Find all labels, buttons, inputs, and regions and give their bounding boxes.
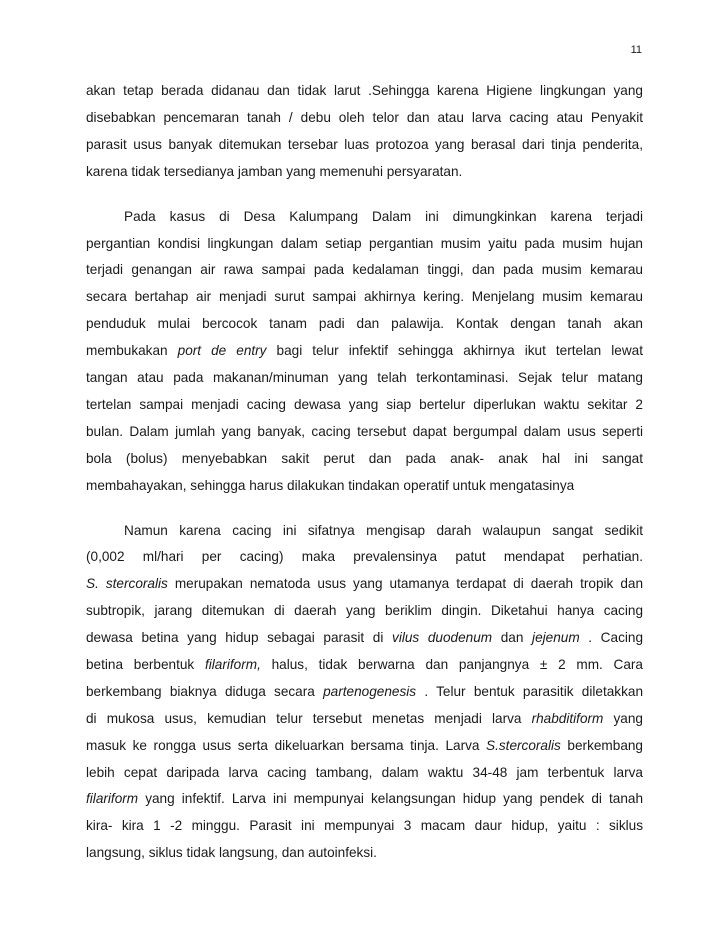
text-run: halus, tidak berwarna dan panjangnya ± 2 mm. Cara [260, 657, 643, 672]
italic-term: S.stercoralis [486, 737, 561, 753]
text-run: kira- kira 1 -2 minggu. Parasit ini mempunyai 3 macam daur hidup, yaitu : siklus [86, 818, 643, 834]
text-line [86, 311, 643, 338]
text-line [86, 338, 643, 365]
text-run: (0,002 ml/hari per cacing) maka prevalensinya patut mendapat perhatian. [86, 549, 643, 565]
paragraph [86, 518, 643, 868]
text-run: merupakan nematoda usus yang utamanya terdapat di daerah tropik dan [167, 576, 644, 592]
text-line [86, 446, 643, 473]
text-run: berkembang biaknya diduga secara [86, 683, 324, 699]
text-run: membahayakan, sehingga harus dilakukan tindakan operatif untuk mengatasinya [86, 477, 575, 493]
text-run: pergantian kondisi lingkungan dalam setiap pergantian musim yaitu pada musim hujan [86, 235, 643, 251]
italic-term: partenogenesis [323, 683, 417, 699]
text-line [86, 813, 643, 840]
text-run: yang [603, 710, 643, 726]
text-line [86, 257, 643, 284]
text-run: . Cacing [579, 630, 644, 646]
text-line [86, 204, 643, 231]
text-run: dewasa betina yang hidup sebagai parasit di [86, 630, 393, 646]
text-run: tertelan sampai menjadi cacing dewasa yang siap bertelur diperlukan waktu sekitar 2 [86, 396, 643, 412]
text-run: lebih cepat daripada larva cacing tambang, dalam waktu 34-48 jam terbentuk larva [86, 764, 643, 780]
text-run: Pada kasus di Desa Kalumpang Dalam ini dimungkinkan karena terjadi [124, 208, 643, 224]
text-line [86, 625, 643, 652]
text-line [86, 652, 643, 679]
text-run: penduduk mulai bercocok tanam padi dan palawija. Kontak dengan tanah akan [86, 316, 643, 332]
text-run: yang infektif. Larva ini mempunyai kelangsungan hidup yang pendek di tanah [138, 791, 643, 807]
italic-term: rhabditiform [531, 710, 604, 726]
text-line [86, 840, 643, 867]
text-line [86, 473, 643, 500]
italic-term: port de entry [177, 343, 267, 359]
text-run: bola (bolus) menyebabkan sakit perut dan pada anak- anak hal ini sangat [86, 450, 643, 466]
text-line [86, 733, 643, 760]
text-run: tangan atau pada makanan/minuman yang telah terkontaminasi. Sejak telur matang [86, 370, 643, 385]
italic-term: filariform [86, 791, 139, 807]
text-line [86, 571, 643, 598]
text-line [86, 544, 643, 571]
text-run: parasit usus banyak ditemukan tersebar luas protozoa yang berasal dari tinja penderita, [86, 136, 643, 152]
text-line [86, 679, 643, 706]
text-line [86, 392, 643, 419]
text-run: berkembang [560, 737, 643, 753]
text-run: bulan. Dalam jumlah yang banyak, cacing tersebut dapat bergumpal dalam usus seperti [86, 423, 643, 439]
italic-term: S. stercoralis [86, 576, 168, 592]
text-line [86, 231, 643, 258]
text-run: membukakan [86, 343, 178, 359]
text-run: secara bertahap air menjadi surut sampai akhirnya kering. Menjelang musim kemarau [86, 289, 643, 305]
page-number: 11 [630, 44, 642, 56]
text-line [86, 159, 643, 186]
body-text [86, 78, 643, 867]
text-line [86, 598, 643, 625]
text-line [86, 284, 643, 311]
text-run: bagi telur infektif sehingga akhirnya ikut tertelan lewat [266, 343, 643, 359]
text-run: karena tidak tersedianya jamban yang memenuhi persyaratan. [86, 163, 463, 179]
text-line [86, 786, 643, 813]
text-line [86, 78, 643, 105]
text-line [86, 132, 643, 159]
text-line [86, 365, 643, 392]
text-run: dan [492, 630, 533, 646]
text-run: Namun karena cacing ini sifatnya mengisap darah walaupun sangat sedikit [124, 522, 643, 538]
text-run: disebabkan pencemaran tanah / debu oleh telor dan atau larva cacing atau Penyakit [86, 109, 643, 125]
text-run: . Telur bentuk parasitik diletakkan [416, 683, 643, 699]
italic-term: filariform, [204, 657, 261, 672]
text-run: di mukosa usus, kemudian telur tersebut menetas menjadi larva [86, 710, 532, 726]
text-run: masuk ke rongga usus serta dikeluarkan bersama tinja. Larva [86, 737, 487, 753]
text-line [86, 760, 643, 787]
text-run: langsung, siklus tidak langsung, dan autoinfeksi. [86, 845, 377, 861]
text-run: terjadi genangan air rawa sampai pada kedalaman tinggi, dan pada musim kemarau [86, 262, 643, 278]
text-run: subtropik, jarang ditemukan di daerah yang beriklim dingin. Diketahui hanya cacing [86, 603, 643, 619]
paragraph [86, 78, 643, 186]
italic-term: jejenum [532, 630, 580, 646]
text-line [86, 706, 643, 733]
italic-term: vilus duodenum [392, 630, 493, 646]
text-run: akan tetap berada didanau dan tidak larut .Sehingga karena Higiene lingkungan yang [86, 83, 643, 98]
text-line [86, 518, 643, 545]
text-run: betina berbentuk [86, 657, 205, 672]
text-line [86, 419, 643, 446]
paragraph [86, 204, 643, 500]
text-line [86, 105, 643, 132]
